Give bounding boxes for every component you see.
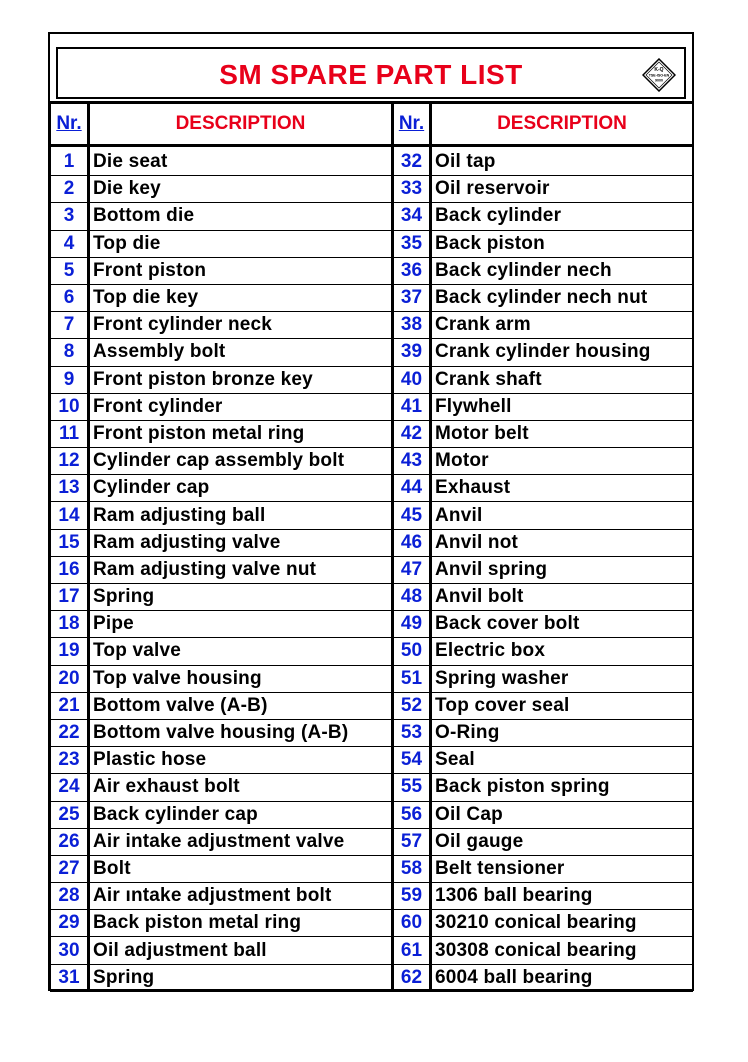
part-description-right: Belt tensioner — [431, 855, 693, 882]
part-number-left: 19 — [51, 638, 89, 665]
table-row — [51, 855, 693, 882]
part-number-left: 4 — [51, 230, 89, 257]
part-number-left: 11 — [51, 420, 89, 447]
table-row — [51, 665, 693, 692]
table-row — [51, 964, 693, 991]
part-number-left: 13 — [51, 475, 89, 502]
table-row — [51, 774, 693, 801]
part-number-right: 32 — [393, 146, 431, 176]
part-number-right: 58 — [393, 855, 431, 882]
part-number-left: 6 — [51, 284, 89, 311]
table-row — [51, 176, 693, 203]
title-box — [56, 47, 686, 99]
part-description-right: Flywhell — [431, 393, 693, 420]
table-row — [51, 339, 693, 366]
part-number-left: 8 — [51, 339, 89, 366]
table-row — [51, 828, 693, 855]
svg-text:K-Q: K-Q — [654, 67, 664, 73]
part-description-right: Crank cylinder housing — [431, 339, 693, 366]
part-number-left: 25 — [51, 801, 89, 828]
part-number-left: 20 — [51, 665, 89, 692]
part-number-left: 30 — [51, 937, 89, 964]
part-description-left: Bolt — [89, 855, 393, 882]
part-description-right: Back cover bolt — [431, 611, 693, 638]
table-row — [51, 230, 693, 257]
part-number-left: 22 — [51, 719, 89, 746]
part-number-left: 14 — [51, 502, 89, 529]
part-description-right: Back cylinder — [431, 203, 693, 230]
part-description-left: Bottom valve housing (A-B) — [89, 719, 393, 746]
part-number-right: 44 — [393, 475, 431, 502]
part-number-right: 36 — [393, 257, 431, 284]
part-description-right: Top cover seal — [431, 692, 693, 719]
part-number-right: 54 — [393, 747, 431, 774]
part-description-right: Crank shaft — [431, 366, 693, 393]
part-number-right: 38 — [393, 312, 431, 339]
nr-column-header-right: Nr. — [393, 104, 431, 146]
part-description-right: 6004 ball bearing — [431, 964, 693, 991]
part-number-left: 29 — [51, 910, 89, 937]
part-number-right: 62 — [393, 964, 431, 991]
part-number-right: 50 — [393, 638, 431, 665]
table-row — [51, 393, 693, 420]
table-row — [51, 475, 693, 502]
table-row — [51, 719, 693, 746]
part-description-right: Oil tap — [431, 146, 693, 176]
part-description-right: Oil reservoir — [431, 176, 693, 203]
part-description-left: Cylinder cap assembly bolt — [89, 448, 393, 475]
part-description-left: Front cylinder — [89, 393, 393, 420]
part-description-right: Seal — [431, 747, 693, 774]
part-description-left: Die seat — [89, 146, 393, 176]
part-number-left: 18 — [51, 611, 89, 638]
part-description-left: Top die — [89, 230, 393, 257]
table-row — [51, 937, 693, 964]
part-number-right: 61 — [393, 937, 431, 964]
part-description-left: Front cylinder neck — [89, 312, 393, 339]
part-number-right: 56 — [393, 801, 431, 828]
part-number-left: 1 — [51, 146, 89, 176]
part-number-right: 35 — [393, 230, 431, 257]
part-description-right: Anvil — [431, 502, 693, 529]
table-row — [51, 801, 693, 828]
table-row — [51, 448, 693, 475]
part-description-right: Motor — [431, 448, 693, 475]
part-number-right: 49 — [393, 611, 431, 638]
part-description-left: Bottom die — [89, 203, 393, 230]
part-number-right: 51 — [393, 665, 431, 692]
table-row — [51, 584, 693, 611]
part-description-right: Back cylinder nech nut — [431, 284, 693, 311]
part-description-left: Plastic hose — [89, 747, 393, 774]
part-description-right: Oil Cap — [431, 801, 693, 828]
part-description-left: Spring — [89, 584, 393, 611]
part-number-right: 47 — [393, 556, 431, 583]
part-description-left: Assembly bolt — [89, 339, 393, 366]
part-description-left: Air ıntake adjustment bolt — [89, 883, 393, 910]
table-row — [51, 502, 693, 529]
part-number-left: 17 — [51, 584, 89, 611]
certification-mark-icon — [642, 58, 676, 92]
description-column-header-right: DESCRIPTION — [431, 104, 693, 146]
part-description-right: Spring washer — [431, 665, 693, 692]
part-description-left: Cylinder cap — [89, 475, 393, 502]
part-description-right: 30308 conical bearing — [431, 937, 693, 964]
part-number-left: 28 — [51, 883, 89, 910]
table-row — [51, 638, 693, 665]
part-description-left: Front piston bronze key — [89, 366, 393, 393]
part-description-left: Oil adjustment ball — [89, 937, 393, 964]
part-number-left: 23 — [51, 747, 89, 774]
part-number-left: 31 — [51, 964, 89, 991]
table-row — [51, 611, 693, 638]
part-description-right: Back piston — [431, 230, 693, 257]
description-column-header-left: DESCRIPTION — [89, 104, 393, 146]
part-number-right: 48 — [393, 584, 431, 611]
part-number-right: 52 — [393, 692, 431, 719]
part-number-right: 46 — [393, 529, 431, 556]
part-description-left: Front piston — [89, 257, 393, 284]
part-number-left: 2 — [51, 176, 89, 203]
part-number-right: 53 — [393, 719, 431, 746]
part-number-right: 37 — [393, 284, 431, 311]
part-description-right: Electric box — [431, 638, 693, 665]
table-row — [51, 556, 693, 583]
part-description-right: O-Ring — [431, 719, 693, 746]
parts-table — [50, 103, 693, 992]
table-row — [51, 366, 693, 393]
part-description-right: Back cylinder nech — [431, 257, 693, 284]
table-row — [51, 257, 693, 284]
table-row — [51, 529, 693, 556]
part-description-right: Oil gauge — [431, 828, 693, 855]
svg-text:9000: 9000 — [655, 78, 663, 83]
part-number-right: 57 — [393, 828, 431, 855]
part-description-right: Anvil spring — [431, 556, 693, 583]
part-description-right: Anvil bolt — [431, 584, 693, 611]
part-description-left: Die key — [89, 176, 393, 203]
part-number-left: 15 — [51, 529, 89, 556]
part-description-left: Top valve housing — [89, 665, 393, 692]
part-description-left: Pipe — [89, 611, 393, 638]
part-description-right: Back piston spring — [431, 774, 693, 801]
part-number-right: 42 — [393, 420, 431, 447]
part-description-right: 30210 conical bearing — [431, 910, 693, 937]
part-number-left: 10 — [51, 393, 89, 420]
part-description-right: 1306 ball bearing — [431, 883, 693, 910]
part-number-right: 60 — [393, 910, 431, 937]
part-number-right: 34 — [393, 203, 431, 230]
table-row — [51, 883, 693, 910]
part-number-left: 16 — [51, 556, 89, 583]
part-number-right: 59 — [393, 883, 431, 910]
part-number-left: 3 — [51, 203, 89, 230]
part-number-right: 39 — [393, 339, 431, 366]
part-number-right: 41 — [393, 393, 431, 420]
part-number-left: 24 — [51, 774, 89, 801]
part-number-right: 40 — [393, 366, 431, 393]
part-description-left: Air intake adjustment valve — [89, 828, 393, 855]
page-title: SM SPARE PART LIST — [219, 59, 523, 90]
part-number-right: 33 — [393, 176, 431, 203]
part-number-right: 55 — [393, 774, 431, 801]
part-number-left: 5 — [51, 257, 89, 284]
part-description-left: Ram adjusting valve — [89, 529, 393, 556]
part-number-left: 21 — [51, 692, 89, 719]
part-description-left: Back cylinder cap — [89, 801, 393, 828]
part-description-left: Ram adjusting ball — [89, 502, 393, 529]
part-description-left: Top valve — [89, 638, 393, 665]
part-description-left: Back piston metal ring — [89, 910, 393, 937]
part-number-left: 26 — [51, 828, 89, 855]
table-row — [51, 284, 693, 311]
part-description-left: Ram adjusting valve nut — [89, 556, 393, 583]
part-number-left: 27 — [51, 855, 89, 882]
part-description-right: Motor belt — [431, 420, 693, 447]
part-number-right: 45 — [393, 502, 431, 529]
spare-part-list-sheet — [48, 32, 694, 991]
table-row — [51, 910, 693, 937]
part-description-right: Crank arm — [431, 312, 693, 339]
table-row — [51, 692, 693, 719]
table-row — [51, 747, 693, 774]
part-description-right: Anvil not — [431, 529, 693, 556]
table-row — [51, 312, 693, 339]
svg-text:TSE-ISO-EN: TSE-ISO-EN — [648, 73, 670, 78]
part-number-left: 12 — [51, 448, 89, 475]
part-number-left: 9 — [51, 366, 89, 393]
part-number-right: 43 — [393, 448, 431, 475]
part-description-left: Spring — [89, 964, 393, 991]
part-number-left: 7 — [51, 312, 89, 339]
nr-column-header-left: Nr. — [51, 104, 89, 146]
part-description-right: Exhaust — [431, 475, 693, 502]
part-description-left: Bottom valve (A-B) — [89, 692, 393, 719]
table-row — [51, 146, 693, 176]
table-header-row — [51, 104, 693, 146]
part-description-left: Top die key — [89, 284, 393, 311]
table-row — [51, 420, 693, 447]
table-row — [51, 203, 693, 230]
part-description-left: Air exhaust bolt — [89, 774, 393, 801]
part-description-left: Front piston metal ring — [89, 420, 393, 447]
